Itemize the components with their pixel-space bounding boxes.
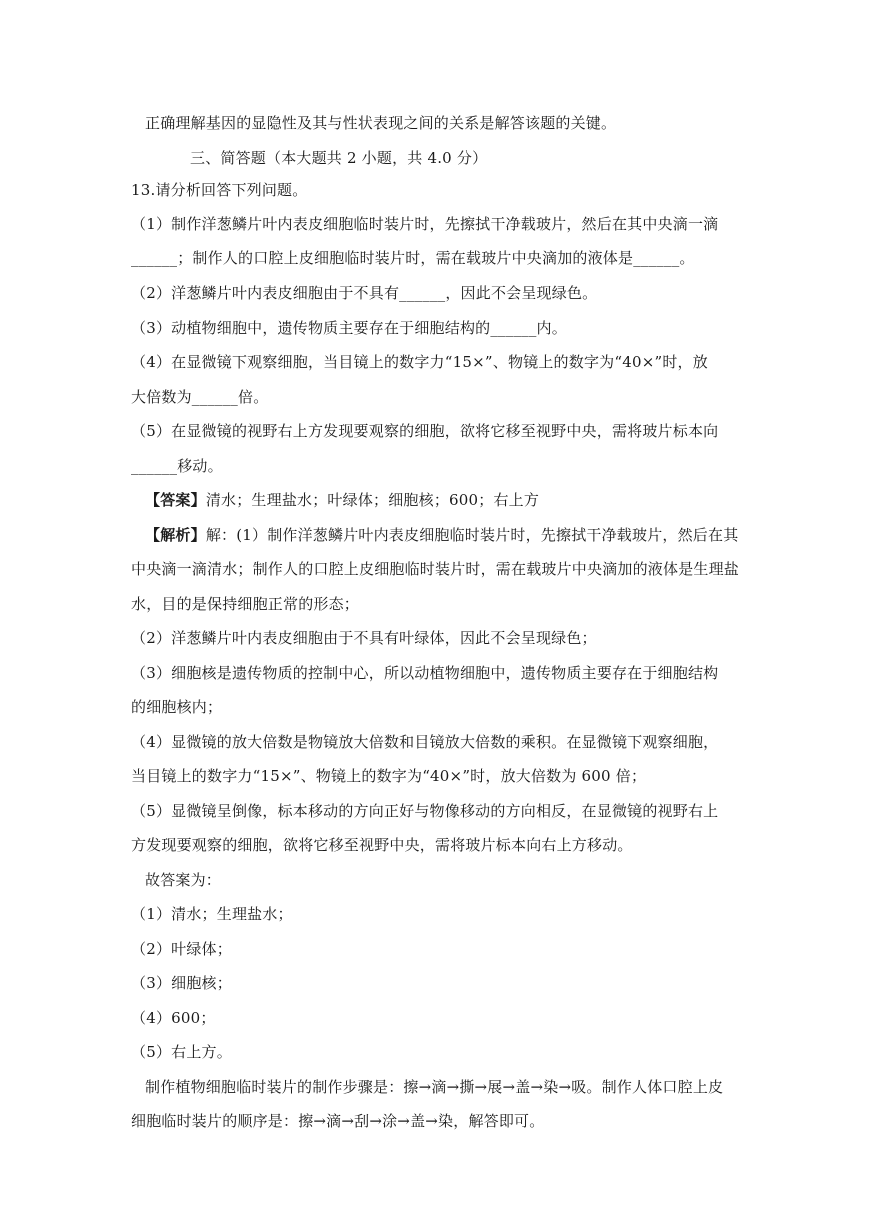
question-item-2: （2）洋葱鳞片叶内表皮细胞由于不具有______，因此不会呈现绿色。 <box>131 284 598 302</box>
closing-line-2: 细胞临时装片的顺序是：擦→滴→刮→涂→盖→染，解答即可。 <box>131 1112 545 1130</box>
question-item-4-line-2: 大倍数为______倍。 <box>131 388 269 406</box>
analysis-line-2: 中央滴一滴清水；制作人的口腔上皮细胞临时装片时，需在载玻片中央滴加的液体是生理盐 <box>131 560 740 578</box>
analysis-line-4: （2）洋葱鳞片叶内表皮细胞由于不具有叶绿体，因此不会呈现绿色； <box>131 629 597 647</box>
question-item-5-line-1: （5）在显微镜的视野右上方发现要观察的细胞，欲将它移至视野中央，需将玻片标本向 <box>131 422 719 440</box>
closing-line-1: 制作植物细胞临时装片的制作步骤是：擦→滴→撕→展→盖→染→吸。制作人体口腔上皮 <box>145 1078 724 1096</box>
intro-line: 正确理解基因的显隐性及其与性状表现之间的关系是解答该题的关键。 <box>145 114 617 132</box>
summary-answer-1: （1）清水；生理盐水； <box>131 905 293 923</box>
question-item-1-line-1: （1）制作洋葱鳞片叶内表皮细胞临时装片时，先擦拭干净载玻片，然后在其中央滴一滴 <box>131 215 719 233</box>
section-heading: 三、简答题（本大题共 2 小题，共 4.0 分） <box>190 149 488 167</box>
analysis-line-6: 的细胞核内； <box>131 698 223 716</box>
analysis-line-9: （5）显微镜呈倒像，标本移动的方向正好与物像移动的方向相反，在显微镜的视野右上 <box>131 802 719 820</box>
question-item-4-line-1: （4）在显微镜下观察细胞，当目镜上的数字力“15×”、物镜上的数字为“40×”时，放 <box>131 353 708 371</box>
summary-answer-5: （5）右上方。 <box>131 1043 232 1061</box>
question-item-5-line-2: ______移动。 <box>131 457 223 475</box>
summary-heading: 故答案为： <box>145 871 222 889</box>
question-item-3: （3）动植物细胞中，遗传物质主要存在于细胞结构的______内。 <box>131 319 567 337</box>
analysis-line-1 <box>145 525 738 545</box>
analysis-text-1: 解：(1）制作洋葱鳞片叶内表皮细胞临时装片时，先擦拭干净载玻片，然后在其 <box>205 526 739 544</box>
analysis-line-3: 水，目的是保持细胞正常的形态； <box>131 595 360 613</box>
analysis-line-10: 方发现要观察的细胞，欲将它移至视野中央，需将玻片标本向右上方移动。 <box>131 836 633 854</box>
summary-answer-3: （3）细胞核； <box>131 974 232 992</box>
question-item-1-line-2: ______；制作人的口腔上皮细胞临时装片时，需在载玻片中央滴加的液体是______。 <box>131 249 695 267</box>
analysis-line-8: 当目镜上的数字力“15×”、物镜上的数字为“40×”时，放大倍数为 600 倍； <box>131 767 647 785</box>
question-stem: 13.请分析回答下列问题。 <box>131 181 308 199</box>
analysis-line-7: （4）显微镜的放大倍数是物镜放大倍数和目镜放大倍数的乘积。在显微镜下观察细胞， <box>131 733 719 751</box>
analysis-label: 【解析】 <box>145 526 206 544</box>
answer-text: 清水；生理盐水；叶绿体；细胞核；600；右上方 <box>205 491 540 509</box>
answer-label: 【答案】 <box>145 491 206 509</box>
analysis-line-5: （3）细胞核是遗传物质的控制中心，所以动植物细胞中，遗传物质主要存在于细胞结构 <box>131 664 719 682</box>
answer-line <box>145 490 539 510</box>
summary-answer-4: （4）600； <box>131 1009 216 1027</box>
summary-answer-2: （2）叶绿体； <box>131 940 232 958</box>
